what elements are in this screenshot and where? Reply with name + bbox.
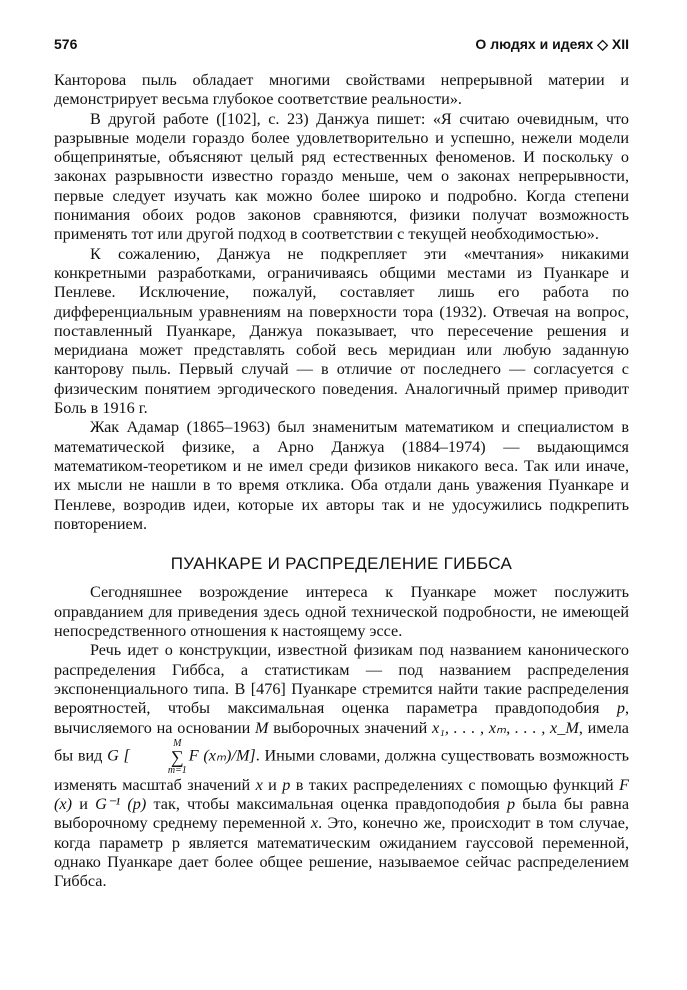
math-Fx: F (x): [54, 775, 629, 814]
math-x-list: x₁, . . . , xₘ, . . . , x_M: [432, 718, 579, 737]
text-run: была бы равна выборочному среднему переменной: [54, 795, 629, 833]
text-run: , имела бы вид: [54, 718, 629, 765]
paragraph: Сегодняшнее возрождение интереса к Пуанкаре может послужить оправданием для приведения здесь одной технической подробности, не имеющей непосредственного отношения к настоящему эссе.: [54, 583, 629, 641]
running-title: О людях и идеях ◇ XII: [475, 36, 629, 52]
gibbs-paragraph: [54, 641, 629, 891]
page-number: 576: [54, 36, 78, 52]
text-run: Речь идет о конструкции, известной физикам под названием канонического распределения Гиббса, а статистикам — под названием распределения экспоненциального типа. В [476] Пуанкаре стремится найти такие распределения вероятностей, чтобы максимальная оценка параметра правдоподобия: [54, 641, 629, 718]
math-G-inverse: G⁻¹ (p): [95, 795, 147, 814]
text-run: так, чтобы максимальная оценка правдоподобия: [146, 795, 507, 814]
paragraph: Канторова пыль обладает многими свойствами непрерывной материи и демонстрирует весьма глубокое соответствие реальности».: [54, 71, 629, 109]
sum-lower-limit: m=1: [167, 764, 187, 776]
paragraph: Жак Адамар (1865–1963) был знаменитым математиком и специалистом в математической физике, а Арно Данжуа (1884–1974) — выдающимся математиком-теоретиком и не имел среди физиков никакого веса. Так или иначе, их мысли не нашли в то время отклика. Оба отдали дань уважения Пуанкаре и Пенлеве, возродив идеи, которые их авторы так и не удосужились подкрепить повторением.: [54, 418, 629, 533]
sum-operator: [132, 738, 187, 776]
body-text: [54, 71, 629, 892]
text-run: . Это, конечно же, происходит в том случае, когда параметр p является математическим ожиданием гауссовой переменной, однако Пуанкаре дает более общее решение, называемое сейчас распределением Гиббса.: [54, 814, 629, 891]
paragraph: К сожалению, Данжуа не подкрепляет эти «мечтания» никакими конкретными разработками, ограничиваясь общими местами из Пуанкаре и Пенлеве. Исключение, пожалуй, составляет лишь его работа по дифференциальным уравнениям на поверхности тора (1932). Отвечая на вопрос, поставленный Пуанкаре, Данжуа показывает, что пересечение решения и меридиана может представлять собой весь меридиан или любую заданную канторову пыль. Первый случай — в отличие от последнего — согласуется с физическим понятием эргодического поведения. Аналогичный пример приводит Боль в 1916 г.: [54, 244, 629, 418]
text-run: , вычисляемого на основании: [54, 699, 629, 737]
text-run: . Иными словами, должна существовать возможность изменять масштаб значений: [54, 746, 630, 794]
sum-upper-limit: M: [173, 737, 182, 749]
running-header: [54, 36, 629, 56]
text-run: выборочных значений: [268, 718, 433, 737]
text-run: и: [71, 795, 96, 814]
math-G: G [: [107, 746, 130, 765]
math-p: p: [506, 795, 516, 814]
math-sum-argument: F (xₘ)/M]: [188, 746, 256, 765]
paragraph: В другой работе ([102], с. 23) Данжуа пишет: «Я считаю очевидным, что разрывные модели гораздо более удовлетворительно и успешно, нежели модели общепринятые, объясняют целый ряд естественных феноменов. И поскольку о законах разрывности известно гораздо меньше, чем о законах непрерывности, первые следует изучать как можно более широко и подробно. Когда степени понимания обоих родов законов сравняются, физики получат возможность применять тот или другой подход в соответствии с текущей необходимостью».: [54, 109, 629, 244]
text-run: и: [262, 775, 283, 794]
math-x: x: [310, 814, 319, 833]
sum-symbol: ∑: [170, 746, 184, 767]
math-x: x: [255, 775, 263, 794]
text-run: в таких распределениях с помощью функций: [290, 775, 620, 794]
section-heading: ПУАНКАРЕ И РАСПРЕДЕЛЕНИЕ ГИББСА: [170, 554, 513, 574]
math-p: p: [282, 775, 291, 794]
math-M: M: [255, 718, 269, 737]
math-p: p: [616, 699, 625, 718]
